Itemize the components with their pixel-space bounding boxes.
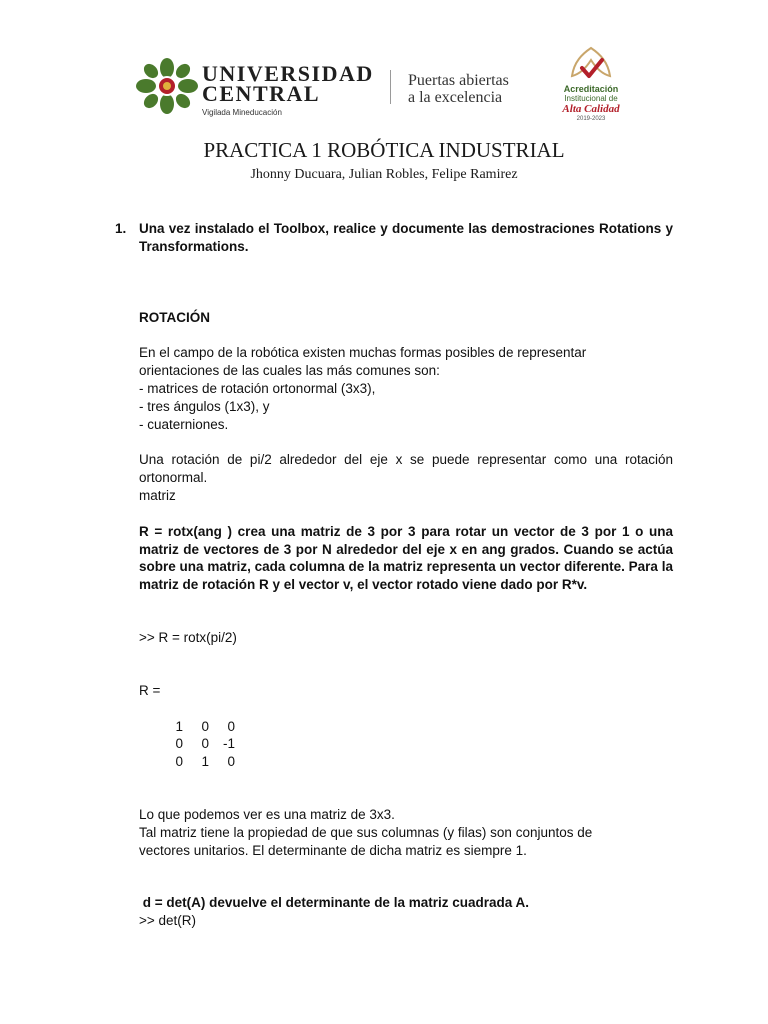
university-name — [202, 61, 374, 117]
list-item-text: Una vez instalado el Toolbox, realice y documente las demostraciones Rotations y Transformations. — [139, 221, 673, 254]
command-rotx: >> R = rotx(pi/2) — [139, 629, 237, 645]
intro-line2: orientaciones de las cuales las más comunes son: — [139, 363, 440, 379]
intro-bullet3: - cuaterniones. — [139, 416, 229, 432]
matrix-cell: 0 — [201, 736, 209, 752]
matrix-cell: 0 — [227, 718, 235, 734]
accreditation-seal — [552, 46, 630, 132]
matrix-cell: 0 — [201, 718, 209, 734]
accreditation-text — [552, 84, 630, 123]
observation-line1: Lo que podemos ver es una matriz de 3x3. — [139, 806, 395, 822]
rotation-paragraph: Una rotación de pi/2 alrededor del eje x se puede representar como una rotación ortonormal. — [139, 452, 673, 486]
matrix-cell: 1 — [175, 718, 183, 734]
document-title: PRACTICA 1 ROBÓTICA INDUSTRIAL — [203, 138, 565, 162]
university-name-line2: CENTRAL — [202, 81, 321, 106]
observation-line2: Tal matriz tiene la propiedad de que sus columnas (y filas) son conjuntos de — [139, 824, 593, 840]
section-heading: ROTACIÓN — [139, 309, 210, 325]
rotx-description: R = rotx(ang ) crea una matriz de 3 por 3 para rotar un vector de 3 por 1 o una matriz de vectores de 3 por N alrededor del eje x en ang grados. Cuando se actúa sobre una matriz, cada columna de la matriz representa un vector diferente. Para la matriz de rotación R y el vector v, el vector rotado viene dado por R*v. — [139, 523, 673, 593]
result-label: R = — [139, 682, 161, 698]
command-det: >> det(R) — [139, 913, 197, 929]
header-divider — [390, 70, 391, 104]
matrix-cell: 0 — [175, 754, 183, 770]
rotation-matrix — [157, 718, 673, 771]
accreditation-line2: Institucional de — [564, 94, 618, 103]
det-description: d = det(A) devuelve el determinante de la matriz cuadrada A. — [139, 895, 529, 911]
accreditation-line1: Acreditación — [563, 84, 619, 94]
accreditation-laurel-icon — [552, 46, 630, 86]
rotation-word: matriz — [139, 487, 176, 503]
document-authors: Jhonny Ducuara, Julian Robles, Felipe Ramirez — [250, 167, 518, 182]
matrix-cell: 0 — [175, 736, 183, 752]
intro-bullet1: - matrices de rotación ortonormal (3x3), — [139, 380, 376, 396]
slogan-line2: a la excelencia — [408, 89, 503, 106]
accreditation-years: 2019-2023 — [576, 116, 606, 122]
intro-bullet2: - tres ángulos (1x3), y — [139, 398, 270, 414]
document-header — [136, 42, 636, 132]
list-item-number: 1. — [115, 221, 127, 236]
slogan-line1: Puertas abiertas — [408, 72, 509, 89]
observation-line3: vectores unitarios. El determinante de dicha matriz es siempre 1. — [139, 842, 527, 858]
intro-line1: En el campo de la robótica existen muchas formas posibles de representar — [139, 345, 587, 361]
matrix-row — [157, 718, 673, 736]
university-slogan — [408, 72, 509, 106]
document-body — [115, 220, 673, 930]
matrix-cell: 1 — [201, 754, 209, 770]
university-subtitle: Vigilada Mineducación — [202, 108, 282, 117]
university-name-line1: UNIVERSIDAD — [202, 61, 374, 86]
matrix-cell: -1 — [222, 736, 235, 752]
matrix-row — [157, 735, 673, 753]
accreditation-line3: Alta Calidad — [562, 103, 620, 115]
matrix-cell: 0 — [227, 754, 235, 770]
university-flower-logo-icon — [136, 58, 198, 114]
matrix-row — [157, 753, 673, 771]
